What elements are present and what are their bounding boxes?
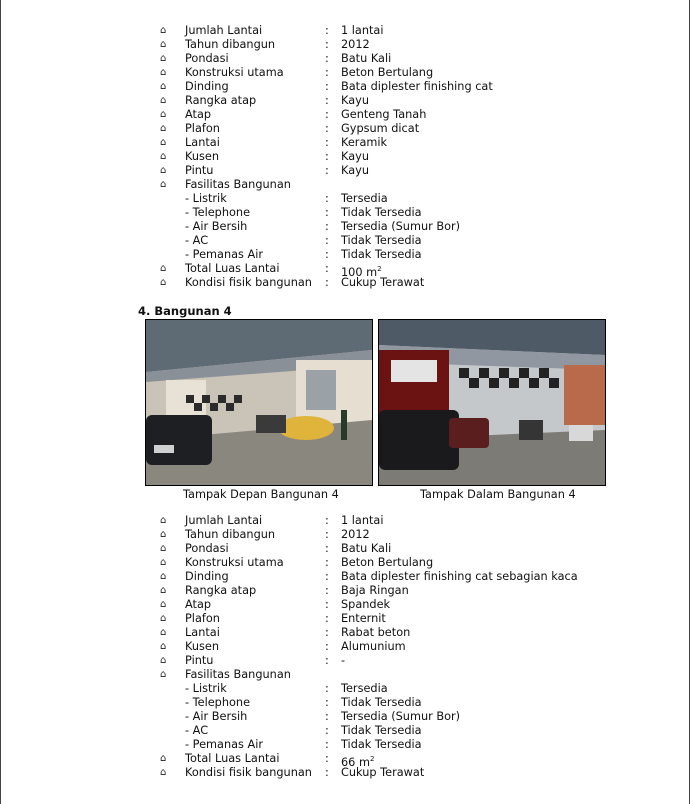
- spec-value: [341, 696, 422, 710]
- spec-value: [341, 24, 384, 38]
- spec-value-text: Alumunium: [341, 640, 406, 653]
- house-bullet-icon: ⌂: [160, 585, 167, 596]
- spec-label: - Telephone: [185, 696, 251, 709]
- spec-value-text: Cukup Terawat: [341, 276, 425, 289]
- spec-label: - Pemanas Air: [185, 738, 264, 751]
- spec-value: [341, 626, 410, 640]
- house-bullet-icon: ⌂: [160, 529, 167, 540]
- spec-colon: :: [325, 542, 329, 555]
- spec-label: Rangka atap: [185, 94, 257, 107]
- spec-label: - Telephone: [185, 206, 251, 219]
- house-bullet-icon: ⌂: [160, 613, 167, 624]
- spec-row: [0, 514, 692, 528]
- spec-value: [341, 570, 578, 584]
- spec-value-text: 100 m: [341, 265, 378, 279]
- spec-label: Dinding: [185, 80, 229, 93]
- spec-value-text: Baja Ringan: [341, 584, 409, 597]
- spec-colon: :: [325, 738, 329, 751]
- spec-colon: :: [325, 38, 329, 51]
- spec-value: [341, 38, 370, 52]
- spec-colon: :: [325, 136, 329, 149]
- spec-label: Kondisi fisik bangunan: [185, 766, 312, 779]
- spec-value: [341, 108, 426, 122]
- spec-value-text: Beton Bertulang: [341, 556, 434, 569]
- spec-value-text: Bata diplester finishing cat: [341, 80, 493, 93]
- spec-label: Fasilitas Bangunan: [185, 668, 291, 681]
- spec-colon: :: [325, 66, 329, 79]
- spec-label: - Pemanas Air: [185, 248, 264, 261]
- spec-label: - AC: [185, 234, 209, 247]
- spec-colon: :: [325, 94, 329, 107]
- spec-label: Kusen: [185, 150, 220, 163]
- spec-label: Kusen: [185, 640, 220, 653]
- spec-value: [341, 654, 345, 668]
- spec-colon: :: [325, 80, 329, 93]
- spec-row: [0, 150, 692, 164]
- spec-label: Pondasi: [185, 52, 229, 65]
- spec-value-text: 66 m: [341, 755, 370, 769]
- spec-row: [0, 24, 692, 38]
- spec-colon: :: [325, 654, 329, 667]
- house-bullet-icon: ⌂: [160, 95, 167, 106]
- spec-label: Dinding: [185, 570, 229, 583]
- spec-list-building-4: [0, 514, 692, 780]
- spec-colon: :: [325, 220, 329, 233]
- caption-inside: Tampak Dalam Bangunan 4: [420, 488, 576, 501]
- spec-label: Pintu: [185, 164, 214, 177]
- spec-value: [341, 52, 391, 66]
- spec-label: Total Luas Lantai: [185, 262, 280, 275]
- spec-label: Tahun dibangun: [185, 38, 276, 51]
- spec-row: [0, 52, 692, 66]
- house-bullet-icon: ⌂: [160, 179, 167, 190]
- spec-colon: :: [325, 164, 329, 177]
- spec-colon: :: [325, 206, 329, 219]
- spec-value-text: Tidak Tersedia: [341, 738, 422, 751]
- spec-row: [0, 206, 692, 220]
- spec-value-text: Rabat beton: [341, 626, 411, 639]
- photo-front-building-4: [145, 319, 373, 486]
- spec-row: [0, 108, 692, 122]
- house-bullet-icon: ⌂: [160, 543, 167, 554]
- spec-value-text: Batu Kali: [341, 542, 392, 555]
- spec-label: Lantai: [185, 626, 220, 639]
- house-bullet-icon: ⌂: [160, 25, 167, 36]
- spec-value: [341, 528, 370, 542]
- house-bullet-icon: ⌂: [160, 67, 167, 78]
- spec-list-building-3: [0, 24, 692, 290]
- spec-value: [341, 766, 424, 780]
- spec-value: [341, 612, 386, 626]
- spec-colon: :: [325, 262, 329, 275]
- spec-row: [0, 612, 692, 626]
- spec-value: [341, 248, 422, 262]
- caption-front: Tampak Depan Bangunan 4: [183, 488, 339, 501]
- spec-value: [341, 94, 369, 108]
- spec-row: [0, 570, 692, 584]
- house-bullet-icon: ⌂: [160, 641, 167, 652]
- spec-label: Jumlah Lantai: [185, 24, 263, 37]
- spec-label: Pondasi: [185, 542, 229, 555]
- spec-row: [0, 276, 692, 290]
- spec-value-text: Keramik: [341, 136, 388, 149]
- spec-label: Plafon: [185, 122, 220, 135]
- spec-row: [0, 696, 692, 710]
- unit-superscript: 2: [369, 755, 375, 763]
- spec-value-text: Tersedia (Sumur Bor): [341, 710, 461, 723]
- spec-row: [0, 136, 692, 150]
- spec-row: [0, 626, 692, 640]
- spec-value-text: 2012: [341, 38, 370, 51]
- spec-label: - AC: [185, 724, 209, 737]
- spec-row: [0, 220, 692, 234]
- spec-value: [341, 66, 433, 80]
- spec-value-text: Tersedia (Sumur Bor): [341, 220, 461, 233]
- spec-value-text: 1 lantai: [341, 24, 384, 37]
- house-bullet-icon: ⌂: [160, 165, 167, 176]
- house-bullet-icon: ⌂: [160, 767, 167, 778]
- spec-row: [0, 38, 692, 52]
- spec-colon: :: [325, 192, 329, 205]
- spec-label: Konstruksi utama: [185, 66, 284, 79]
- spec-value: [341, 192, 388, 206]
- spec-value: [341, 80, 493, 94]
- spec-value: [341, 276, 424, 290]
- spec-row: [0, 556, 692, 570]
- spec-value-text: Beton Bertulang: [341, 66, 434, 79]
- spec-row: [0, 122, 692, 136]
- spec-value-text: Kayu: [341, 94, 369, 107]
- house-bullet-icon: ⌂: [160, 655, 167, 666]
- spec-colon: :: [325, 150, 329, 163]
- spec-value-text: Tidak Tersedia: [341, 248, 422, 261]
- spec-label: Rangka atap: [185, 584, 257, 597]
- spec-value: [341, 640, 406, 654]
- spec-value: [341, 164, 369, 178]
- spec-value-text: Kayu: [341, 164, 369, 177]
- spec-value: [341, 598, 390, 612]
- spec-row: [0, 598, 692, 612]
- spec-label: Lantai: [185, 136, 220, 149]
- spec-row: [0, 528, 692, 542]
- spec-label: Kondisi fisik bangunan: [185, 276, 312, 289]
- spec-value-text: Bata diplester finishing cat sebagian kaca: [341, 570, 578, 583]
- spec-value: [341, 710, 460, 724]
- house-bullet-icon: ⌂: [160, 571, 167, 582]
- house-bullet-icon: ⌂: [160, 151, 167, 162]
- house-bullet-icon: ⌂: [160, 123, 167, 134]
- spec-row: [0, 640, 692, 654]
- spec-value-text: Spandek: [341, 598, 391, 611]
- spec-row: [0, 766, 692, 780]
- spec-colon: :: [325, 24, 329, 37]
- spec-colon: :: [325, 626, 329, 639]
- spec-row: [0, 234, 692, 248]
- house-bullet-icon: ⌂: [160, 109, 167, 120]
- spec-colon: :: [325, 248, 329, 261]
- spec-label: - Air Bersih: [185, 710, 248, 723]
- spec-colon: :: [325, 276, 329, 289]
- spec-value: [341, 136, 387, 150]
- spec-value: [341, 542, 391, 556]
- spec-value: [341, 150, 369, 164]
- house-bullet-icon: ⌂: [160, 669, 167, 680]
- house-bullet-icon: ⌂: [160, 53, 167, 64]
- spec-value: [341, 682, 388, 696]
- spec-colon: :: [325, 766, 329, 779]
- spec-colon: :: [325, 640, 329, 653]
- spec-label: Plafon: [185, 612, 220, 625]
- house-bullet-icon: ⌂: [160, 277, 167, 288]
- house-bullet-icon: ⌂: [160, 627, 167, 638]
- spec-row: [0, 248, 692, 262]
- spec-label: - Air Bersih: [185, 220, 248, 233]
- spec-label: Konstruksi utama: [185, 556, 284, 569]
- spec-colon: :: [325, 108, 329, 121]
- spec-row: [0, 710, 692, 724]
- spec-value-text: Batu Kali: [341, 52, 392, 65]
- spec-colon: :: [325, 724, 329, 737]
- spec-colon: :: [325, 584, 329, 597]
- spec-label: Total Luas Lantai: [185, 752, 280, 765]
- spec-label: Atap: [185, 598, 212, 611]
- spec-colon: :: [325, 570, 329, 583]
- spec-colon: :: [325, 122, 329, 135]
- spec-colon: :: [325, 514, 329, 527]
- spec-colon: :: [325, 752, 329, 765]
- spec-value: [341, 206, 422, 220]
- spec-row: [0, 724, 692, 738]
- spec-row: [0, 584, 692, 598]
- spec-value: [341, 122, 419, 136]
- house-bullet-icon: ⌂: [160, 39, 167, 50]
- spec-row: [0, 682, 692, 696]
- spec-label: Jumlah Lantai: [185, 514, 263, 527]
- spec-colon: :: [325, 710, 329, 723]
- spec-colon: :: [325, 556, 329, 569]
- spec-value-text: Tidak Tersedia: [341, 696, 422, 709]
- photo-inside-building-4: [378, 319, 606, 486]
- spec-row: [0, 94, 692, 108]
- spec-row: [0, 66, 692, 80]
- house-bullet-icon: ⌂: [160, 515, 167, 526]
- spec-row: [0, 542, 692, 556]
- unit-superscript: 2: [377, 265, 382, 273]
- spec-row: [0, 752, 692, 769]
- spec-row: [0, 668, 692, 682]
- spec-row: [0, 738, 692, 752]
- house-bullet-icon: ⌂: [160, 81, 167, 92]
- spec-row: [0, 80, 692, 94]
- spec-value-text: Tersedia: [341, 192, 388, 205]
- spec-label: Pintu: [185, 654, 214, 667]
- spec-value-text: Tidak Tersedia: [341, 724, 422, 737]
- spec-value-text: 1 lantai: [341, 514, 384, 527]
- house-bullet-icon: ⌂: [160, 557, 167, 568]
- spec-colon: :: [325, 696, 329, 709]
- spec-value-text: Enternit: [341, 612, 386, 625]
- spec-colon: :: [325, 612, 329, 625]
- spec-row: [0, 178, 692, 192]
- spec-row: [0, 192, 692, 206]
- spec-colon: :: [325, 52, 329, 65]
- house-bullet-icon: ⌂: [160, 137, 167, 148]
- spec-row: [0, 164, 692, 178]
- spec-label: Tahun dibangun: [185, 528, 276, 541]
- spec-value-text: Kayu: [341, 150, 369, 163]
- spec-value: [341, 724, 422, 738]
- spec-value-text: 2012: [341, 528, 370, 541]
- spec-label: - Listrik: [185, 682, 227, 695]
- spec-colon: :: [325, 598, 329, 611]
- spec-value-text: Tidak Tersedia: [341, 206, 422, 219]
- spec-row: [0, 654, 692, 668]
- house-bullet-icon: ⌂: [160, 599, 167, 610]
- spec-value: [341, 514, 384, 528]
- carport-inside-image: [379, 320, 605, 485]
- house-bullet-icon: ⌂: [160, 263, 167, 274]
- spec-value-text: Genteng Tanah: [341, 108, 427, 121]
- spec-value-text: -: [341, 654, 346, 667]
- spec-value-text: Tersedia: [341, 682, 388, 695]
- spec-value: [341, 220, 460, 234]
- spec-value-text: Tidak Tersedia: [341, 234, 422, 247]
- spec-value-text: Gypsum dicat: [341, 122, 420, 135]
- spec-label: - Listrik: [185, 192, 227, 205]
- spec-colon: :: [325, 528, 329, 541]
- spec-colon: :: [325, 682, 329, 695]
- spec-value: [341, 738, 422, 752]
- spec-value-text: Cukup Terawat: [341, 766, 425, 779]
- spec-label: Fasilitas Bangunan: [185, 178, 291, 191]
- spec-value: [341, 584, 409, 598]
- spec-colon: :: [325, 234, 329, 247]
- spec-label: Atap: [185, 108, 212, 121]
- spec-row: [0, 262, 692, 279]
- spec-value: [341, 556, 433, 570]
- house-bullet-icon: ⌂: [160, 753, 167, 764]
- carport-front-image: [146, 320, 372, 485]
- spec-value: [341, 234, 422, 248]
- section-heading: 4. Bangunan 4: [138, 304, 232, 318]
